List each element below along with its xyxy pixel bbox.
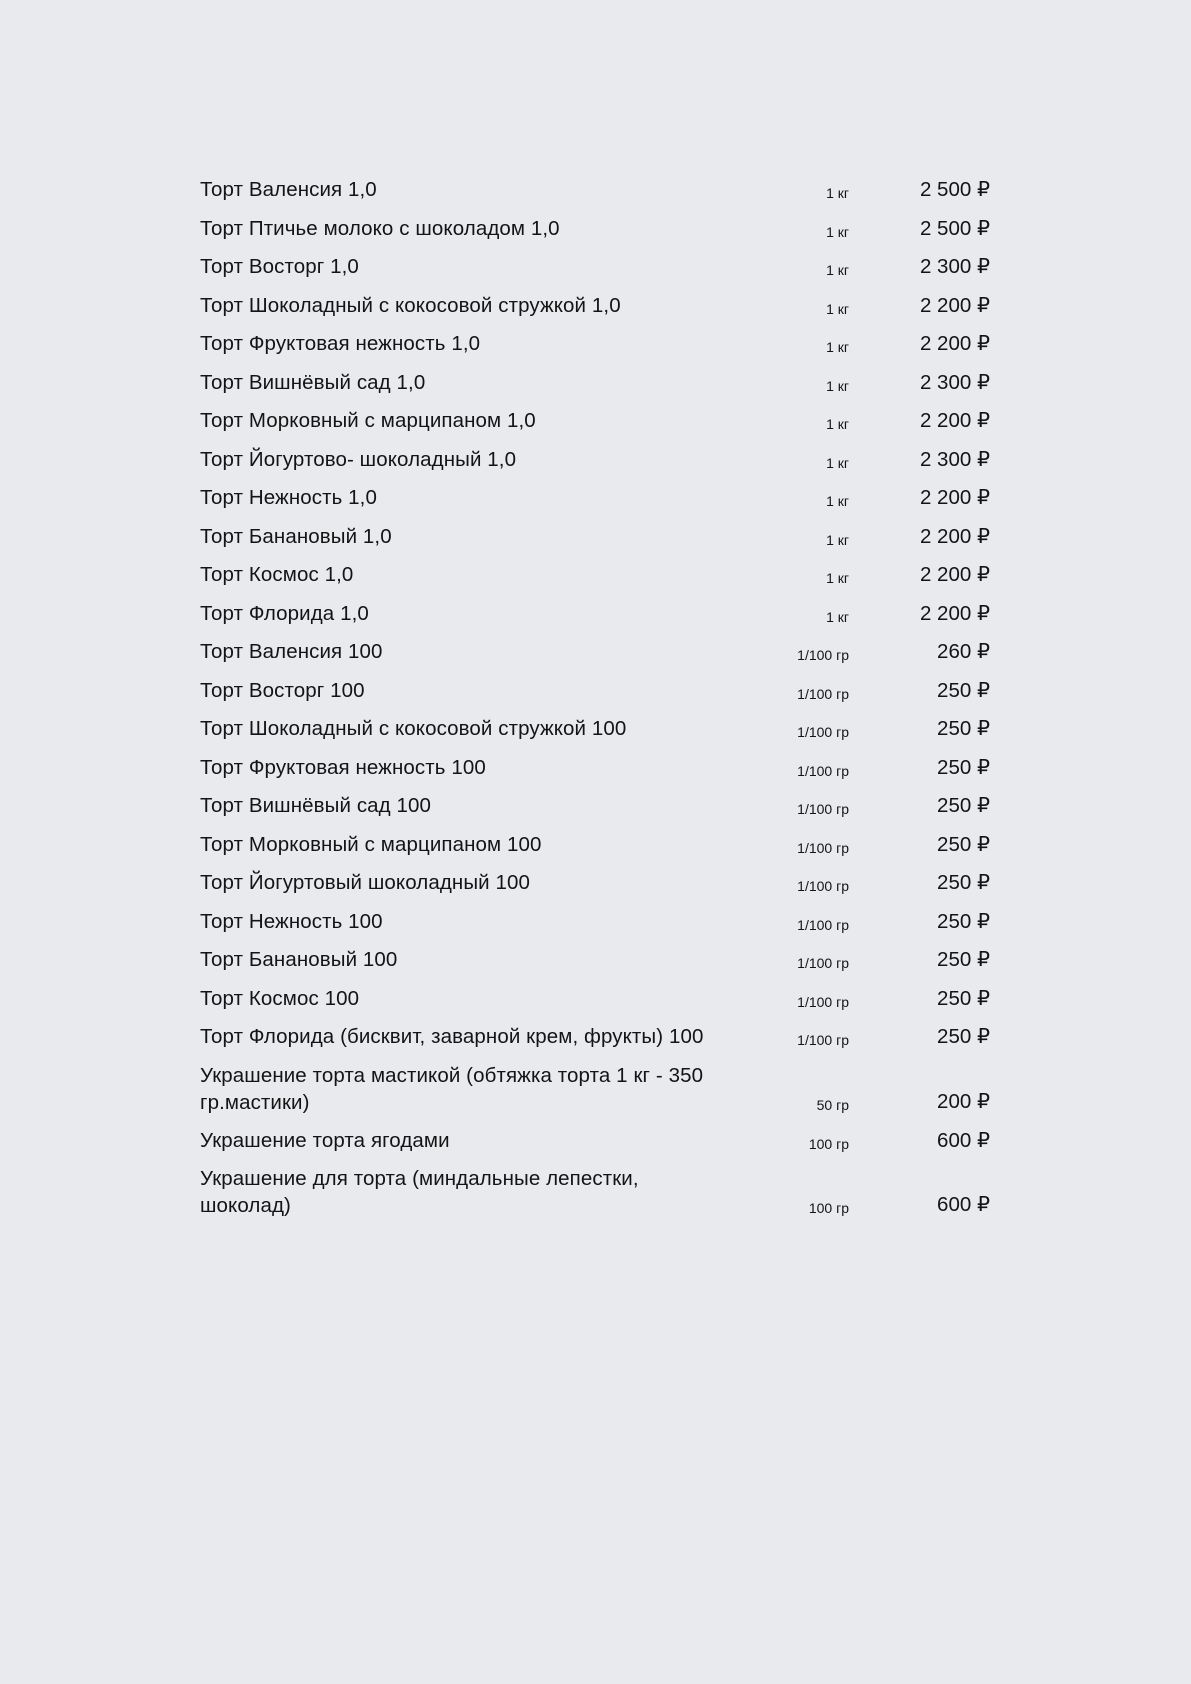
item-weight: 1/100 гр [797, 993, 849, 1010]
item-name: Торт Космос 100 [200, 986, 360, 1010]
item-price: 250 ₽ [937, 794, 990, 817]
item-price: 250 ₽ [937, 832, 990, 856]
item-name: Торт Флорида (бисквит, заварной крем, фрукты) 100 [200, 1025, 704, 1048]
price-list [200, 176, 1000, 1230]
item-weight: 1/100 гр [797, 916, 849, 933]
item-name: Торт Шоколадный с кокосовой стружкой 100 [200, 717, 627, 740]
item-price: 250 ₽ [937, 948, 990, 971]
menu-item [200, 946, 1000, 985]
item-name: Торт Нежность 100 [200, 909, 383, 933]
item-name: Торт Морковный с марципаном 100 [200, 832, 542, 856]
menu-item [200, 561, 1000, 600]
item-name: Торт Вишнёвый сад 100 [200, 794, 432, 817]
item-weight: 1/100 гр [797, 685, 849, 702]
item-weight: 1/100 гр [797, 801, 849, 817]
item-weight: 1 кг [826, 262, 849, 278]
item-weight: 1 кг [826, 454, 849, 471]
item-name: Торт Морковный с марципаном 1,0 [200, 409, 536, 432]
menu-item [200, 292, 1000, 331]
item-weight: 1/100 гр [797, 1032, 849, 1048]
menu-item [200, 600, 1000, 639]
menu-item [200, 908, 1000, 947]
item-price: 250 ₽ [937, 871, 990, 894]
item-price: 250 ₽ [937, 755, 990, 779]
item-price: 600 ₽ [937, 1128, 990, 1152]
item-price: 250 ₽ [937, 909, 990, 933]
item-name: Торт Банановый 100 [200, 948, 398, 971]
item-weight: 1/100 гр [797, 647, 849, 663]
item-price: 250 ₽ [937, 1025, 990, 1048]
item-name: Торт Йогуртовый шоколадный 100 [200, 871, 530, 894]
item-weight: 1 кг [826, 223, 849, 240]
item-price: 2 200 ₽ [919, 293, 990, 317]
item-price: 200 ₽ [937, 1089, 990, 1113]
item-weight: 50 гр [816, 1096, 849, 1113]
item-name: Торт Восторг 100 [200, 678, 365, 702]
item-price: 2 200 ₽ [919, 332, 990, 355]
item-name: Торт Валенсия 100 [200, 640, 383, 663]
item-name: Торт Флорида 1,0 [200, 601, 369, 625]
item-price: 250 ₽ [937, 678, 990, 702]
item-price: 2 200 ₽ [919, 524, 990, 548]
menu-item [200, 176, 1000, 215]
menu-item [200, 215, 1000, 254]
item-price: 2 200 ₽ [919, 601, 990, 625]
item-price: 2 500 ₽ [919, 216, 990, 240]
menu-item [200, 1127, 1000, 1166]
item-weight: 1 кг [826, 300, 849, 317]
item-weight: 1 кг [826, 570, 849, 586]
item-weight: 1/100 гр [797, 839, 849, 856]
item-price: 2 200 ₽ [919, 486, 990, 509]
menu-item [200, 1062, 1000, 1127]
item-price: 2 500 ₽ [919, 178, 990, 201]
item-price: 2 300 ₽ [919, 255, 990, 278]
item-weight: 100 гр [808, 1135, 849, 1152]
menu-item [200, 677, 1000, 716]
menu-item [200, 253, 1000, 292]
item-weight: 1/100 гр [797, 724, 849, 740]
item-name: Торт Валенсия 1,0 [200, 178, 377, 201]
menu-item [200, 330, 1000, 369]
menu-item [200, 1023, 1000, 1062]
item-weight: 1/100 гр [797, 955, 849, 971]
menu-item [200, 792, 1000, 831]
item-weight: 100 гр [808, 1200, 849, 1216]
item-name: Торт Фруктовая нежность 1,0 [200, 332, 481, 355]
item-name: Украшение торта ягодами [200, 1128, 450, 1152]
item-price: 260 ₽ [937, 640, 990, 663]
item-name: Торт Вишнёвый сад 1,0 [200, 370, 426, 394]
menu-item [200, 985, 1000, 1024]
menu-item [200, 407, 1000, 446]
item-weight: 1 кг [826, 377, 849, 394]
item-name: Торт Птичье молоко с шоколадом 1,0 [200, 216, 560, 240]
item-weight: 1 кг [826, 608, 849, 625]
menu-item [200, 869, 1000, 908]
item-name: Торт Банановый 1,0 [200, 524, 392, 548]
menu-item [200, 754, 1000, 793]
item-weight: 1 кг [826, 416, 849, 432]
item-price: 2 300 ₽ [919, 447, 990, 471]
item-weight: 1/100 гр [797, 762, 849, 779]
menu-item [200, 715, 1000, 754]
menu-item [200, 523, 1000, 562]
item-price: 2 200 ₽ [919, 409, 990, 432]
item-name: Торт Космос 1,0 [200, 563, 354, 586]
item-price: 2 300 ₽ [919, 370, 990, 394]
item-name: Торт Шоколадный с кокосовой стружкой 1,0 [200, 293, 621, 317]
item-price: 2 200 ₽ [919, 563, 990, 586]
item-name: Торт Восторг 1,0 [200, 255, 359, 278]
item-price: 250 ₽ [937, 986, 990, 1010]
item-weight: 1 кг [826, 185, 849, 201]
item-weight: 1 кг [826, 339, 849, 355]
menu-item [200, 1165, 1000, 1230]
item-weight: 1 кг [826, 531, 849, 548]
item-name: Украшение для торта (миндальные лепестки, шоколад) [200, 1167, 639, 1217]
menu-item [200, 638, 1000, 677]
item-name: Торт Нежность 1,0 [200, 486, 377, 509]
item-name: Торт Йогуртово- шоколадный 1,0 [200, 447, 517, 471]
item-name: Украшение торта мастикой (обтяжка торта 1 кг - 350 гр.мастики) [200, 1063, 704, 1114]
menu-item [200, 484, 1000, 523]
item-price: 600 ₽ [937, 1193, 990, 1216]
item-name: Торт Фруктовая нежность 100 [200, 755, 486, 779]
menu-item [200, 831, 1000, 870]
item-price: 250 ₽ [937, 717, 990, 740]
item-weight: 1 кг [826, 493, 849, 509]
menu-item [200, 446, 1000, 485]
menu-item [200, 369, 1000, 408]
item-weight: 1/100 гр [797, 878, 849, 894]
